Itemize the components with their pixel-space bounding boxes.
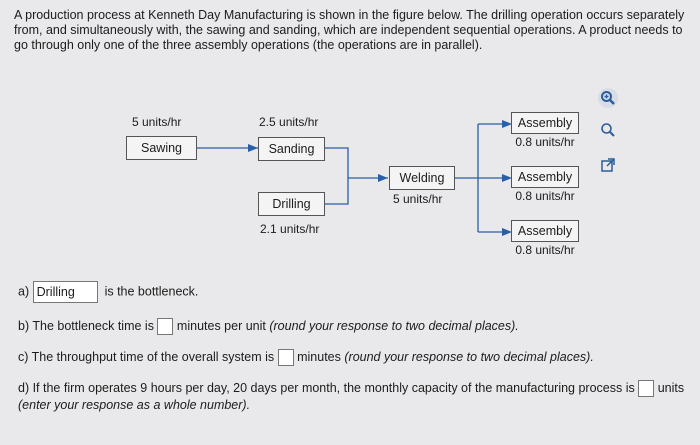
question-d-prefix: d) If the firm operates 9 hours per day, 20 days per month, the monthly capacity of the manufacturing process is [18,381,635,395]
assembly-1-name: Assembly [511,112,579,134]
question-a-suffix: is the bottleneck. [104,284,199,299]
welding-box: Welding [389,166,455,190]
external-link-icon[interactable] [599,156,617,174]
assembly-2 [511,166,579,203]
search-icon[interactable] [599,121,617,139]
bottleneck-select[interactable]: Drilling [33,281,98,303]
sawing-box: Sawing [126,136,197,160]
assembly-1-rate: 0.8 units/hr [515,135,575,149]
question-a [18,281,198,303]
problem-intro: A production process at Kenneth Day Manufacturing is shown in the figure below. The drilling operation occurs separately from, and simultaneously with, the sawing and sanding, which are independent sequential operations. A product needs to go through only one of the three assembly operations (the operations are in parallel). [14,8,685,52]
sanding-box: Sanding [258,137,325,161]
question-d [18,380,690,414]
drilling-rate: 2.1 units/hr [260,222,320,236]
question-c-hint: (round your response to two decimal places). [344,349,594,364]
assembly-3 [511,220,579,257]
question-b [18,318,519,335]
question-c [18,349,594,366]
bottleneck-time-input[interactable] [157,318,173,335]
sanding-rate: 2.5 units/hr [259,115,319,129]
question-c-suffix: minutes [297,349,341,364]
sawing-rate: 5 units/hr [132,115,182,129]
throughput-time-input[interactable] [278,349,294,366]
assembly-3-rate: 0.8 units/hr [515,243,575,257]
sanding-drilling-bracket [325,148,348,204]
question-b-suffix: minutes per unit [176,318,266,333]
question-d-suffix: units [657,381,685,395]
zoom-in-icon[interactable] [598,88,618,108]
drilling-box: Drilling [258,192,325,216]
question-a-prefix: a) [18,284,30,299]
assembly-2-rate: 0.8 units/hr [515,189,575,203]
assembly-3-name: Assembly [511,220,579,242]
question-c-prefix: c) The throughput time of the overall system is [18,349,275,364]
monthly-capacity-input[interactable] [638,380,654,397]
welding-rate: 5 units/hr [393,192,443,206]
question-b-prefix: b) The bottleneck time is [18,318,154,333]
question-b-hint: (round your response to two decimal places). [269,318,519,333]
assembly-2-name: Assembly [511,166,579,188]
question-d-hint: (enter your response as a whole number). [18,398,251,413]
assembly-1 [511,112,579,149]
